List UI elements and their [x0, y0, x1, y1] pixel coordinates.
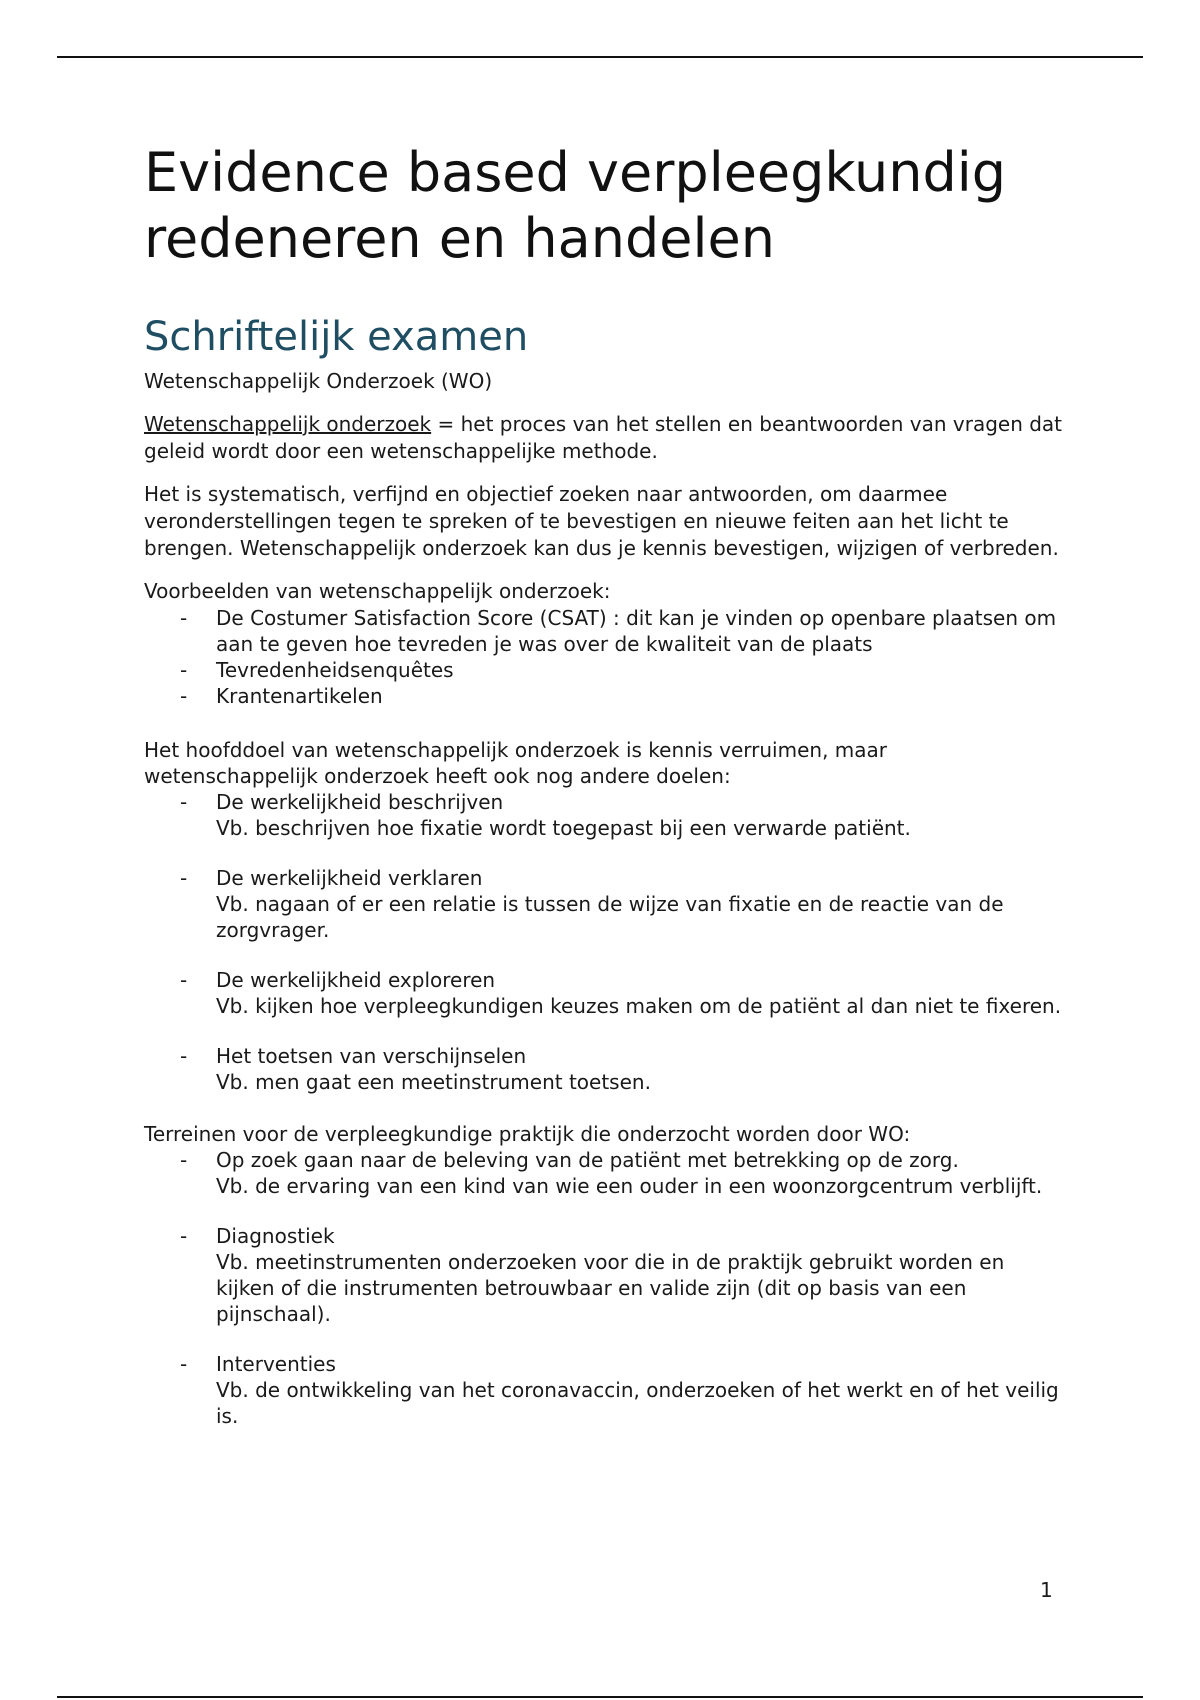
goal-title: De werkelijkheid verklaren [216, 866, 483, 890]
footer-rule [57, 1696, 1143, 1698]
title-line-2: redeneren en handelen [144, 207, 775, 270]
goal-title: De werkelijkheid exploreren [216, 968, 496, 992]
list-item-text: Tevredenheidsenquêtes [216, 658, 454, 682]
section-heading: Schriftelijk examen [144, 314, 529, 360]
bullet: - [180, 1148, 188, 1172]
intro-paragraph: Het is systematisch, verfijnd en objectief zoeken naar antwoorden, om daarmee veronderstellingen tegen te spreken of te bevestigen en nieuwe feiten aan het licht te brengen. Wetenschappelijk onderzoek kan dus je kennis bevestigen, wijzigen of verbreden. [144, 482, 1059, 560]
definition-paragraph [144, 411, 1064, 465]
bullet: - [180, 606, 188, 630]
list-item [144, 789, 1064, 841]
list-item [144, 1223, 1064, 1327]
bullet: - [180, 1044, 188, 1068]
goal-example: Vb. beschrijven hoe fixatie wordt toegepast bij een verwarde patiënt. [216, 816, 911, 840]
bullet: - [180, 658, 188, 682]
bullet: - [180, 684, 188, 708]
bullet: - [180, 866, 188, 890]
list-item [144, 1147, 1064, 1199]
field-title: Diagnostiek [216, 1224, 335, 1248]
title-line-1: Evidence based verpleegkundig [144, 141, 1007, 204]
list-item-text: De Costumer Satisfaction Score (CSAT) : dit kan je vinden op openbare plaatsen om aan te geven hoe tevreden je was over de kwaliteit van de plaats [216, 606, 1057, 656]
goal-title: De werkelijkheid beschrijven [216, 790, 504, 814]
bullet: - [180, 790, 188, 814]
field-example: Vb. de ontwikkeling van het coronavaccin, onderzoeken of het werkt en of het veilig is. [216, 1378, 1059, 1428]
definition-term: Wetenschappelijk onderzoek [144, 412, 432, 436]
goal-example: Vb. nagaan of er een relatie is tussen de wijze van fixatie en de reactie van de zorgvrager. [216, 892, 1004, 942]
bullet: - [180, 1352, 188, 1376]
examples-list [144, 605, 1064, 709]
field-example: Vb. de ervaring van een kind van wie een ouder in een woonzorgcentrum verblijft. [216, 1174, 1043, 1198]
fields-list [144, 1147, 1064, 1429]
list-item [144, 967, 1064, 1019]
list-item-text: Krantenartikelen [216, 684, 383, 708]
goal-example: Vb. men gaat een meetinstrument toetsen. [216, 1070, 651, 1094]
subheading: Wetenschappelijk Onderzoek (WO) [144, 369, 493, 393]
page-number: 1 [1040, 1578, 1053, 1602]
examples-intro: Voorbeelden van wetenschappelijk onderzoek: [144, 579, 611, 603]
bullet: - [180, 968, 188, 992]
field-title: Op zoek gaan naar de beleving van de patiënt met betrekking op de zorg. [216, 1148, 959, 1172]
document-title [144, 140, 1064, 272]
list-item [144, 865, 1064, 943]
goals-list [144, 789, 1064, 1095]
list-item [144, 657, 1064, 683]
list-item [144, 1043, 1064, 1095]
goal-title: Het toetsen van verschijnselen [216, 1044, 527, 1068]
list-item [144, 1351, 1064, 1429]
bullet: - [180, 1224, 188, 1248]
definition-text: = het proces van het stellen en beantwoorden van vragen dat geleid wordt door een wetenschappelijke methode. [144, 412, 1063, 463]
goals-intro: Het hoofddoel van wetenschappelijk onderzoek is kennis verruimen, maar wetenschappelijk onderzoek heeft ook nog andere doelen: [144, 738, 888, 788]
goal-example: Vb. kijken hoe verpleegkundigen keuzes maken om de patiënt al dan niet te fixeren. [216, 994, 1062, 1018]
field-title: Interventies [216, 1352, 336, 1376]
list-item [144, 683, 1064, 709]
fields-intro: Terreinen voor de verpleegkundige praktijk die onderzocht worden door WO: [144, 1122, 911, 1146]
field-example: Vb. meetinstrumenten onderzoeken voor die in de praktijk gebruikt worden en kijken of die instrumenten betrouwbaar en valide zijn (dit op basis van een pijnschaal). [216, 1250, 1005, 1326]
document-body [144, 140, 1064, 1429]
header-rule [57, 56, 1143, 58]
list-item [144, 605, 1064, 657]
